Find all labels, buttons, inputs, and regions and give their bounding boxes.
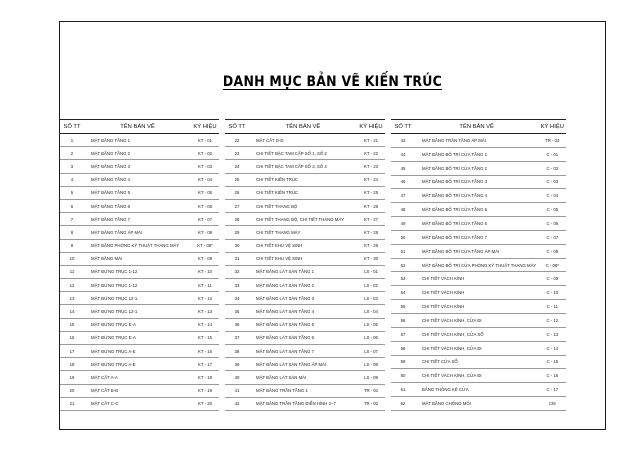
table-row <box>391 161 566 175</box>
drawing-code: KT - 04 <box>191 173 219 186</box>
table-row <box>225 160 385 173</box>
drawing-code: C - 15 <box>538 355 566 369</box>
row-number: 20 <box>60 384 84 397</box>
drawing-name: CHI TIẾT VÁCH KÍNH, CỬA SỔ <box>415 327 538 341</box>
drawing-name: MẶT ĐỨNG TRỤC 12-1 <box>84 292 191 305</box>
row-number: 32 <box>225 265 249 278</box>
drawing-code: KT - 07 <box>191 213 219 226</box>
drawing-name: MẶT BẰNG TẦNG 7 <box>84 213 191 226</box>
drawing-code: C - 17 <box>538 383 566 397</box>
header-symbol: KÝ HIỆU <box>191 120 219 134</box>
drawing-name: CHI TIẾT BẬC TAM CẤP SỐ 1, SỐ 2 <box>249 147 357 160</box>
header-name: TÊN BẢN VẼ <box>249 120 357 134</box>
table-row <box>225 173 385 186</box>
drawing-code: LS - 09 <box>357 371 385 384</box>
row-number: 41 <box>225 384 249 397</box>
row-number: 24 <box>225 160 249 173</box>
row-number: 54 <box>391 286 415 300</box>
drawing-name: MẶT BẰNG TẦNG 2 <box>84 147 191 160</box>
drawing-code: KT - 15 <box>191 331 219 344</box>
table-row <box>225 331 385 344</box>
row-number: 40 <box>225 371 249 384</box>
row-number: 3 <box>60 160 84 173</box>
row-number: 26 <box>225 186 249 199</box>
table-row <box>60 397 219 410</box>
table-row <box>391 369 566 383</box>
row-number: 7 <box>60 213 84 226</box>
drawing-name: MẶT BẰNG LÁT SÀN TẦNG 3 <box>249 292 357 305</box>
drawing-name: MẶT BẰNG BỐ TRÍ CỬA TẦNG 3 <box>415 175 538 189</box>
table-row <box>225 358 385 371</box>
drawing-code: LS - 03 <box>357 292 385 305</box>
drawing-name: CHI TIẾT THANG BỘ <box>249 199 357 212</box>
row-number: 49 <box>391 217 415 231</box>
row-number: 51 <box>391 244 415 258</box>
table-row <box>225 186 385 199</box>
row-number: 56 <box>391 313 415 327</box>
drawing-code: LS - 05 <box>357 318 385 331</box>
table-row <box>225 252 385 265</box>
row-number: 8 <box>60 226 84 239</box>
index-table <box>391 119 566 411</box>
drawing-code: KT - 12 <box>191 292 219 305</box>
table-row <box>60 265 219 278</box>
table-row <box>60 345 219 358</box>
row-number: 10 <box>60 252 84 265</box>
row-number: 42 <box>225 397 249 410</box>
drawing-name: MẶT ĐỨNG TRỤC 1-12 <box>84 265 191 278</box>
drawing-name: MẶT BẰNG TẦNG 4 <box>84 173 191 186</box>
drawing-name: MẶT BẰNG CHỐNG MỐI <box>415 397 538 411</box>
drawing-code: C - 11 <box>538 300 566 314</box>
drawing-code: KT - 09 <box>191 252 219 265</box>
drawing-name: MẶT ĐỨNG TRỤC 12-1 <box>84 305 191 318</box>
drawing-code: KT - 30 <box>357 252 385 265</box>
table-row <box>60 186 219 199</box>
drawing-code: KT - 01 <box>191 134 219 147</box>
row-number: 55 <box>391 300 415 314</box>
drawing-name: MẶT CẮT C-C <box>84 397 191 410</box>
drawing-name: MẶT BẰNG TẦNG 6 <box>84 199 191 212</box>
drawing-code: KT - 11 <box>191 279 219 292</box>
table-row <box>60 134 219 147</box>
drawing-code: KT - 20 <box>191 397 219 410</box>
drawing-name: MẶT BẰNG LÁT SÀN TẦNG 6 <box>249 331 357 344</box>
row-number: 11 <box>60 265 84 278</box>
table-row <box>391 300 566 314</box>
table-row <box>60 371 219 384</box>
drawing-name: CHI TIẾT VÁCH KÍNH <box>415 300 538 314</box>
row-number: 46 <box>391 175 415 189</box>
header-symbol: KÝ HIỆU <box>538 120 566 134</box>
drawing-name: MẶT BẰNG BỐ TRÍ CỬA TẦNG 5 <box>415 203 538 217</box>
drawing-name: MẶT BẰNG MÁI <box>84 252 191 265</box>
drawing-name: MẶT BẰNG TẦNG 5 <box>84 186 191 199</box>
drawing-code: KT - 03 <box>191 160 219 173</box>
drawing-name: MẶT BẰNG TẦNG 1 <box>84 134 191 147</box>
table-row <box>391 217 566 231</box>
row-number: 61 <box>391 383 415 397</box>
drawing-code: KT - 26 <box>357 199 385 212</box>
drawing-name: MẶT BẰNG LÁT SÀN TẦNG 5 <box>249 318 357 331</box>
drawing-code: C - 16 <box>538 369 566 383</box>
drawing-code: CM <box>538 397 566 411</box>
drawing-name: MẶT BẰNG BỐ TRÍ CỬA TẦNG 2 <box>415 161 538 175</box>
drawing-code: C - 09 <box>538 272 566 286</box>
table-row <box>225 384 385 397</box>
row-number: 17 <box>60 345 84 358</box>
table-row <box>391 189 566 203</box>
table-row <box>225 345 385 358</box>
row-number: 62 <box>391 397 415 411</box>
drawing-sheet <box>59 21 606 430</box>
table-row <box>225 292 385 305</box>
drawing-name: MẶT BẰNG PHÒNG KỸ THUẬT THANG MÁY <box>84 239 191 252</box>
table-row <box>225 279 385 292</box>
row-number: 28 <box>225 213 249 226</box>
drawing-name: CHI TIẾT VÁCH KÍNH, CỬA ĐI <box>415 341 538 355</box>
row-number: 50 <box>391 230 415 244</box>
table-row <box>60 213 219 226</box>
drawing-name: MẶT BẰNG TRẦN TẦNG 1 <box>249 384 357 397</box>
row-number: 58 <box>391 341 415 355</box>
drawing-name: MẶT CẮT D-D <box>249 134 357 147</box>
drawing-name: MẶT BẰNG LÁT SÀN TẦNG 2 <box>249 279 357 292</box>
drawing-code: C - 01 <box>538 147 566 161</box>
table-row <box>391 175 566 189</box>
drawing-name: MẶT BẰNG BỐ TRÍ CỬA TẦNG 6 <box>415 217 538 231</box>
drawing-code: KT - 16 <box>191 345 219 358</box>
table-row <box>391 313 566 327</box>
table-row <box>225 239 385 252</box>
table-row <box>225 371 385 384</box>
drawing-name: CHI TIẾT KIẾN TRÚC <box>249 186 357 199</box>
drawing-name: CHI TIẾT KHU VỆ SINH <box>249 252 357 265</box>
row-number: 9 <box>60 239 84 252</box>
drawing-name: MẶT BẰNG BỐ TRÍ CỬA PHÒNG KỸ THUẬT THANG MÁY <box>415 258 538 272</box>
drawing-name: CHI TIẾT VÁCH KÍNH, CỬA ĐI <box>415 313 538 327</box>
table-row <box>391 272 566 286</box>
drawing-code: KT - 02 <box>191 147 219 160</box>
table-row <box>391 244 566 258</box>
drawing-code: C - 10 <box>538 286 566 300</box>
drawing-name: CHI TIẾT VÁCH KÍNH, CỬA ĐI <box>415 369 538 383</box>
row-number: 31 <box>225 252 249 265</box>
table-row <box>60 279 219 292</box>
row-number: 47 <box>391 189 415 203</box>
drawing-name: MẶT ĐỨNG TRỤC A-E <box>84 345 191 358</box>
drawing-code: KT - 05 <box>191 186 219 199</box>
drawing-code: C - 05 <box>538 203 566 217</box>
drawing-code: C - 12 <box>538 313 566 327</box>
row-number: 35 <box>225 305 249 318</box>
row-number: 16 <box>60 331 84 344</box>
row-number: 30 <box>225 239 249 252</box>
table-row <box>60 199 219 212</box>
row-number: 1 <box>60 134 84 147</box>
row-number: 39 <box>225 358 249 371</box>
drawing-code: KT - 21 <box>357 134 385 147</box>
table-row <box>225 318 385 331</box>
table-row <box>60 318 219 331</box>
table-row <box>225 134 385 147</box>
row-number: 21 <box>60 397 84 410</box>
drawing-code: C - 02 <box>538 161 566 175</box>
drawing-code: KT - 29 <box>357 239 385 252</box>
row-number: 33 <box>225 279 249 292</box>
drawing-code: LS - 01 <box>357 265 385 278</box>
table-row <box>225 226 385 239</box>
row-number: 48 <box>391 203 415 217</box>
drawing-code: C - 03 <box>538 175 566 189</box>
table-row <box>60 358 219 371</box>
drawing-code: KT - 06 <box>191 199 219 212</box>
drawing-name: MẶT BẰNG TRẦN TẦNG ĐIỂN HÌNH 2~7 <box>249 397 357 410</box>
drawing-code: KT - 24 <box>357 173 385 186</box>
drawing-code: LS - 04 <box>357 305 385 318</box>
drawing-code: KT - 14 <box>191 318 219 331</box>
drawing-name: MẶT BẰNG BỐ TRÍ CỬA TẦNG 4 <box>415 189 538 203</box>
drawing-code: KT - 18 <box>191 371 219 384</box>
row-number: 19 <box>60 371 84 384</box>
row-number: 34 <box>225 292 249 305</box>
drawing-index-tables <box>60 119 605 411</box>
drawing-code: C - 08 <box>538 244 566 258</box>
drawing-code: C - 13 <box>538 327 566 341</box>
table-row <box>60 305 219 318</box>
table-row <box>60 160 219 173</box>
drawing-name: CHI TIẾT KIẾN TRÚC <box>249 173 357 186</box>
table-row <box>391 327 566 341</box>
table-row <box>60 292 219 305</box>
drawing-name: MẶT BẰNG BỐ TRÍ CỬA TẦNG 1 <box>415 147 538 161</box>
drawing-code: C - 08* <box>538 258 566 272</box>
table-row <box>60 331 219 344</box>
drawing-name: CHI TIẾT VÁCH KÍNH <box>415 286 538 300</box>
drawing-name: MẶT BẰNG LÁT SÀN TẦNG ÁP MÁI <box>249 358 357 371</box>
drawing-code: KT - 08 <box>191 226 219 239</box>
table-header-row <box>225 120 385 134</box>
row-number: 13 <box>60 292 84 305</box>
header-stt: SỐ TT <box>60 120 84 134</box>
drawing-code: KT - 19 <box>191 384 219 397</box>
row-number: 60 <box>391 369 415 383</box>
table-row <box>225 147 385 160</box>
table-row <box>391 134 566 148</box>
table-row <box>60 384 219 397</box>
drawing-name: MẶT BẰNG LÁT SÀN TẦNG 1 <box>249 265 357 278</box>
table-row <box>225 305 385 318</box>
table-row <box>60 252 219 265</box>
header-name: TÊN BẢN VẼ <box>415 120 538 134</box>
row-number: 18 <box>60 358 84 371</box>
drawing-name: MẶT BẰNG TẦNG 3 <box>84 160 191 173</box>
drawing-name: MẶT ĐỨNG TRỤC 1-12 <box>84 279 191 292</box>
drawing-name: CHI TIẾT CỬA SỔ <box>415 355 538 369</box>
drawing-name: CHI TIẾT BẬC TAM CẤP SỐ 3, SỐ 4 <box>249 160 357 173</box>
row-number: 43 <box>391 134 415 148</box>
drawing-code: KT - 27 <box>357 213 385 226</box>
header-stt: SỐ TT <box>225 120 249 134</box>
table-header-row <box>391 120 566 134</box>
drawing-name: MẶT ĐỨNG TRỤC E-A <box>84 318 191 331</box>
row-number: 57 <box>391 327 415 341</box>
table-row <box>391 355 566 369</box>
drawing-code: C - 07 <box>538 230 566 244</box>
drawing-name: MẶT ĐỨNG TRỤC A-E <box>84 358 191 371</box>
table-row <box>391 230 566 244</box>
drawing-code: KT - 22 <box>357 147 385 160</box>
table-row <box>225 397 385 410</box>
drawing-code: KT - 08* <box>191 239 219 252</box>
drawing-name: MẶT BẰNG TẦNG ÁP MÁI <box>84 226 191 239</box>
row-number: 12 <box>60 279 84 292</box>
drawing-name: MẶT BẰNG LÁT SÀN TẦNG 4 <box>249 305 357 318</box>
table-row <box>391 341 566 355</box>
drawing-code: C - 06 <box>538 217 566 231</box>
drawing-name: MẶT BẰNG BỐ TRÍ CỬA TẦNG 7 <box>415 230 538 244</box>
drawing-name: MẶT BẰNG LÁT SÀN TẦNG 7 <box>249 345 357 358</box>
table-row <box>60 226 219 239</box>
table-row <box>391 258 566 272</box>
row-number: 22 <box>225 134 249 147</box>
drawing-name: MẶT CẮT A-A <box>84 371 191 384</box>
drawing-name: MẶT CẮT B-B <box>84 384 191 397</box>
row-number: 29 <box>225 226 249 239</box>
header-symbol: KÝ HIỆU <box>357 120 385 134</box>
drawing-code: KT - 10 <box>191 265 219 278</box>
row-number: 15 <box>60 318 84 331</box>
page-title: DANH MỤC BẢN VẼ KIẾN TRÚC <box>222 74 443 90</box>
table-row <box>225 265 385 278</box>
drawing-name: CHI TIẾT THANG BỘ, CHI TIẾT THANG MÁY <box>249 213 357 226</box>
row-number: 36 <box>225 318 249 331</box>
header-name: TÊN BẢN VẼ <box>84 120 191 134</box>
row-number: 27 <box>225 199 249 212</box>
drawing-code: KT - 23 <box>357 160 385 173</box>
drawing-code: TR - 02 <box>357 397 385 410</box>
row-number: 52 <box>391 258 415 272</box>
row-number: 23 <box>225 147 249 160</box>
drawing-code: KT - 17 <box>191 358 219 371</box>
row-number: 14 <box>60 305 84 318</box>
row-number: 53 <box>391 272 415 286</box>
row-number: 5 <box>60 186 84 199</box>
drawing-code: C - 14 <box>538 341 566 355</box>
row-number: 59 <box>391 355 415 369</box>
drawing-name: CHI TIẾT THANG MÁY <box>249 226 357 239</box>
drawing-code: TR - 01 <box>357 384 385 397</box>
row-number: 25 <box>225 173 249 186</box>
table-row <box>391 383 566 397</box>
row-number: 38 <box>225 345 249 358</box>
row-number: 37 <box>225 331 249 344</box>
row-number: 4 <box>60 173 84 186</box>
drawing-code: KT - 25 <box>357 186 385 199</box>
index-table <box>225 119 385 411</box>
drawing-name: MẶT BẰNG BỐ TRÍ CỬA TẦNG ÁP MÁI <box>415 244 538 258</box>
drawing-name: CHI TIẾT VÁCH KÍNH <box>415 272 538 286</box>
table-row <box>391 286 566 300</box>
drawing-name: CHI TIẾT KHU VỆ SINH <box>249 239 357 252</box>
drawing-code: LS - 02 <box>357 279 385 292</box>
table-row <box>60 239 219 252</box>
drawing-code: C - 04 <box>538 189 566 203</box>
table-row <box>225 199 385 212</box>
table-row <box>391 397 566 411</box>
header-stt: SỐ TT <box>391 120 415 134</box>
drawing-code: LS - 06 <box>357 331 385 344</box>
table-row <box>225 213 385 226</box>
drawing-code: LS - 08 <box>357 358 385 371</box>
table-row <box>391 203 566 217</box>
index-table <box>60 119 219 411</box>
table-row <box>60 173 219 186</box>
drawing-code: TR - 03 <box>538 134 566 148</box>
row-number: 2 <box>60 147 84 160</box>
drawing-name: MẶT BẰNG LÁT SÀN MÁI <box>249 371 357 384</box>
drawing-name: BẢNG THỐNG KÊ CỬA <box>415 383 538 397</box>
table-row <box>391 147 566 161</box>
table-header-row <box>60 120 219 134</box>
drawing-code: LS - 07 <box>357 345 385 358</box>
row-number: 45 <box>391 161 415 175</box>
drawing-name: MẶT ĐỨNG TRỤC E-A <box>84 331 191 344</box>
row-number: 6 <box>60 199 84 212</box>
drawing-code: KT - 13 <box>191 305 219 318</box>
drawing-code: KT - 28 <box>357 226 385 239</box>
row-number: 44 <box>391 147 415 161</box>
table-row <box>60 147 219 160</box>
drawing-name: MẶT BẰNG TRẦN TẦNG ÁP MÁI <box>415 134 538 148</box>
